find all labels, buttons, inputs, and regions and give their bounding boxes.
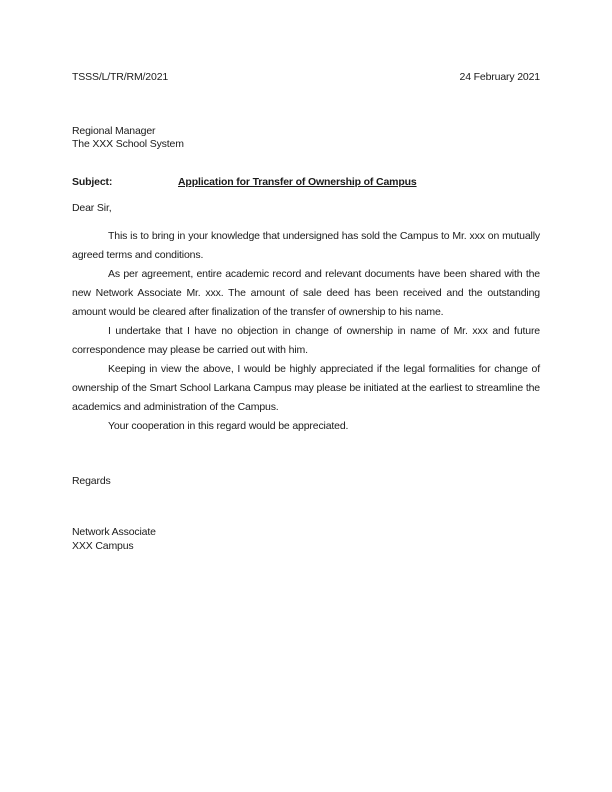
body-paragraph-5: Your cooperation in this regard would be appreciated. <box>108 419 349 432</box>
reference-number: TSSS/L/TR/RM/2021 <box>72 71 169 83</box>
salutation: Dear Sir, <box>72 202 112 214</box>
letter-date: 24 February 2021 <box>459 71 540 83</box>
signature-block <box>72 526 540 553</box>
body-paragraph-3: I undertake that I have no objection in change of ownership in name of Mr. xxx and future correspondence may please be carried out with him. <box>72 324 540 356</box>
subject-label: Subject: <box>72 175 113 188</box>
subject-title: Application for Transfer of Ownership of Campus <box>178 175 417 188</box>
recipient-organization: The XXX School System <box>72 138 184 150</box>
closing-regards: Regards <box>72 474 111 487</box>
body-paragraph-4: Keeping in view the above, I would be highly appreciated if the legal formalities for change of ownership of the Smart School Larkana Campus may please be initiated at the earliest to streamline the academics and administration of the Campus. <box>72 362 540 413</box>
signature-campus: XXX Campus <box>72 539 134 552</box>
letter-header-row <box>72 71 540 85</box>
recipient-title: Regional Manager <box>72 124 156 137</box>
letter-body <box>72 227 540 436</box>
body-paragraph-2: As per agreement, entire academic record and relevant documents have been shared with the new Network Associate Mr. xxx. The amount of sale deed has been received and the outstanding amount would be cleared after finalization of the transfer of ownership to his name. <box>72 267 540 318</box>
signature-role: Network Associate <box>72 526 156 538</box>
recipient-block <box>72 125 540 152</box>
body-paragraph-1: This is to bring in your knowledge that undersigned has sold the Campus to Mr. xxx on mutually agreed terms and conditions. <box>72 229 540 261</box>
subject-row <box>72 176 540 190</box>
